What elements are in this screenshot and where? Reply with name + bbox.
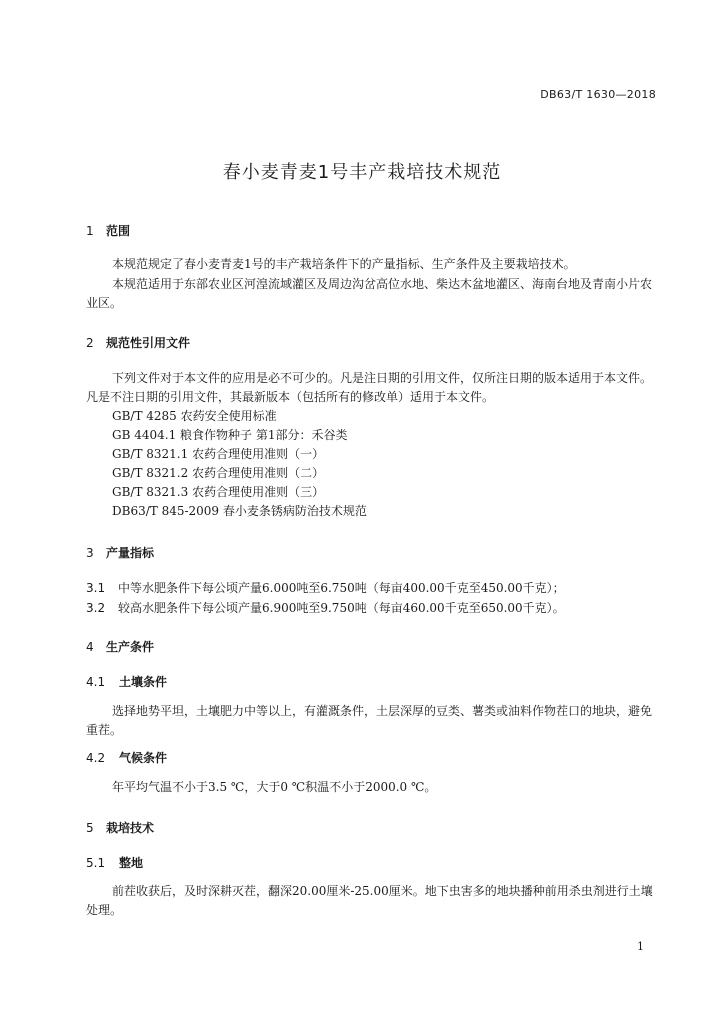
page-number: 1 — [637, 940, 644, 953]
standard-number: DB63/T 1630—2018 — [540, 88, 656, 101]
section-number: 1 — [86, 224, 94, 238]
yield-item — [86, 599, 565, 616]
subsection-4-1-paragraph: 选择地势平坦，土壤肥力中等以上，有灌溉条件，土层深厚的豆类、薯类或油料作物茬口的地块，避免重茬。 — [86, 704, 653, 737]
section-4-heading — [86, 638, 154, 655]
subsection-4-1-heading — [86, 673, 167, 690]
section-title: 栽培技术 — [106, 821, 155, 835]
document-title: 春小麦青麦1号丰产栽培技术规范 — [222, 162, 502, 183]
section-number: 5 — [86, 821, 94, 835]
section-number: 2 — [86, 336, 94, 350]
item-number: 3.1 — [86, 581, 106, 595]
subsection-4-2-heading — [86, 749, 167, 766]
section-title: 规范性引用文件 — [106, 336, 191, 350]
item-number: 3.2 — [86, 601, 106, 615]
subsection-5-1-heading — [86, 854, 143, 871]
subsection-5-1-paragraph: 前茬收获后，及时深耕灭茬，翻深20.00厘米-25.00厘米。地下虫害多的地块播种前用杀虫剂进行土壤处理。 — [86, 884, 653, 917]
section-5-heading — [86, 819, 154, 836]
subsection-number: 5.1 — [86, 856, 106, 870]
reference-item: GB/T 8321.1 农药合理使用准则（一） — [112, 447, 325, 461]
subsection-number: 4.1 — [86, 675, 106, 689]
yield-item — [86, 579, 565, 596]
section-number: 3 — [86, 546, 94, 560]
item-text: 中等水肥条件下每公顷产量6.000吨至6.750吨（每亩400.00千克至450.00千克）； — [118, 581, 565, 595]
subsection-title: 土壤条件 — [119, 675, 168, 689]
reference-item: GB 4404.1 粮食作物种子 第1部分：禾谷类 — [112, 428, 348, 442]
section-1-paragraph-2: 本规范适用于东部农业区河湟流域灌区及周边沟岔高位水地、柴达木盆地灌区、海南台地及青南小片农业区。 — [86, 277, 653, 310]
item-text: 较高水肥条件下每公顷产量6.900吨至9.750吨（每亩460.00千克至650.00千克）。 — [118, 601, 565, 615]
section-3-heading — [86, 544, 154, 561]
section-2-heading — [86, 334, 190, 351]
section-2-paragraph-1: 下列文件对于本文件的应用是必不可少的。凡是注日期的引用文件，仅所注日期的版本适用于本文件。凡是不注日期的引用文件，其最新版本（包括所有的修改单）适用于本文件。 — [86, 371, 653, 404]
subsection-title: 气候条件 — [119, 751, 168, 765]
section-1-paragraph-1: 本规范规定了春小麦青麦1号的丰产栽培条件下的产量指标、生产条件及主要栽培技术。 — [112, 257, 576, 271]
section-title: 生产条件 — [106, 640, 155, 654]
section-title: 范围 — [106, 224, 131, 238]
section-number: 4 — [86, 640, 94, 654]
subsection-number: 4.2 — [86, 751, 106, 765]
reference-item: GB/T 8321.2 农药合理使用准则（二） — [112, 466, 325, 480]
subsection-title: 整地 — [119, 856, 144, 870]
reference-item: GB/T 8321.3 农药合理使用准则（三） — [112, 485, 325, 499]
section-title: 产量指标 — [106, 546, 155, 560]
subsection-4-2-paragraph: 年平均气温不小于3.5 ℃，大于0 ℃积温不小于2000.0 ℃。 — [112, 780, 437, 794]
section-1-heading — [86, 222, 130, 239]
reference-item: GB/T 4285 农药安全使用标准 — [112, 409, 277, 423]
reference-item: DB63/T 845-2009 春小麦条锈病防治技术规范 — [112, 504, 367, 518]
